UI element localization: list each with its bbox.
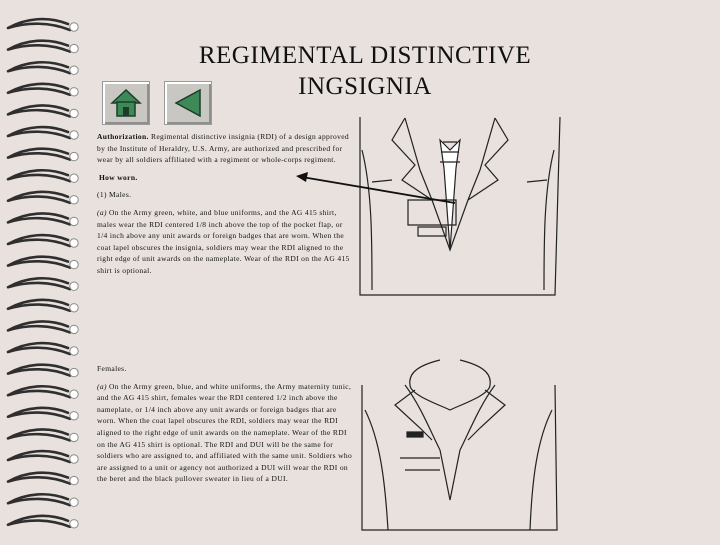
authorization-text: Regimental distinctive insignia (RDI) of a design approved by the Institute of Heraldry, U.S. Army, are authorized and prescribed for wear by all soldiers affiliated with a regiment or whole-corps regiment. [97,132,349,165]
females-text: On the Army green, blue, and white uniforms, the Army maternity tunic, and the AG 415 shirt, females wear the RDI centered 1/2 inch above the nameplate, or 1/4 inch above any unit awards or foreign badges that are worn. When the coat lapel obscures the RDI, soldiers may wear the RDI aligned to the right edge of unit awards on the nameplate. Wear of the RDI on the AG 415 shirt is optional. The RDI and DUI will be the same for soldiers who are assigned to, and affiliated with the same unit. Soldiers who are assigned to a unit or agency not authorized a DUI will wear the RDI on the beret and the black pullover sweater in lieu of a DUI. [97,381,353,484]
females-prefix: (a) [97,381,107,391]
back-triangle-icon [171,86,205,120]
home-button[interactable] [102,81,150,125]
how-worn-heading: How worn. [99,172,138,182]
spiral-binding [0,0,90,540]
male-uniform-illustration [360,117,560,295]
males-text: On the Army green, white, and blue uniforms, and the AG 415 shirt, males wear the RDI centered 1/8 inch above the top of the pocket flap, or 1/4 inch above any unit awards or foreign badges that are worn. When the coat lapel obscures the insignia, soldiers may wear the RDI aligned to the right edge of unit awards on the nameplate. Wear of the RDI on the AG 415 shirt is optional. [97,207,350,275]
males-prefix: (a) [97,207,107,217]
house-icon [109,87,143,119]
back-button[interactable] [164,81,212,125]
page-title: REGIMENTAL DISTINCTIVE INGSIGNIA [198,42,532,100]
uniform-illustrations [290,115,720,545]
males-heading: (1) Males. [97,190,132,200]
females-heading: Females. [97,364,127,373]
authorization-heading: Authorization. [97,132,149,141]
female-uniform-illustration [362,360,557,530]
